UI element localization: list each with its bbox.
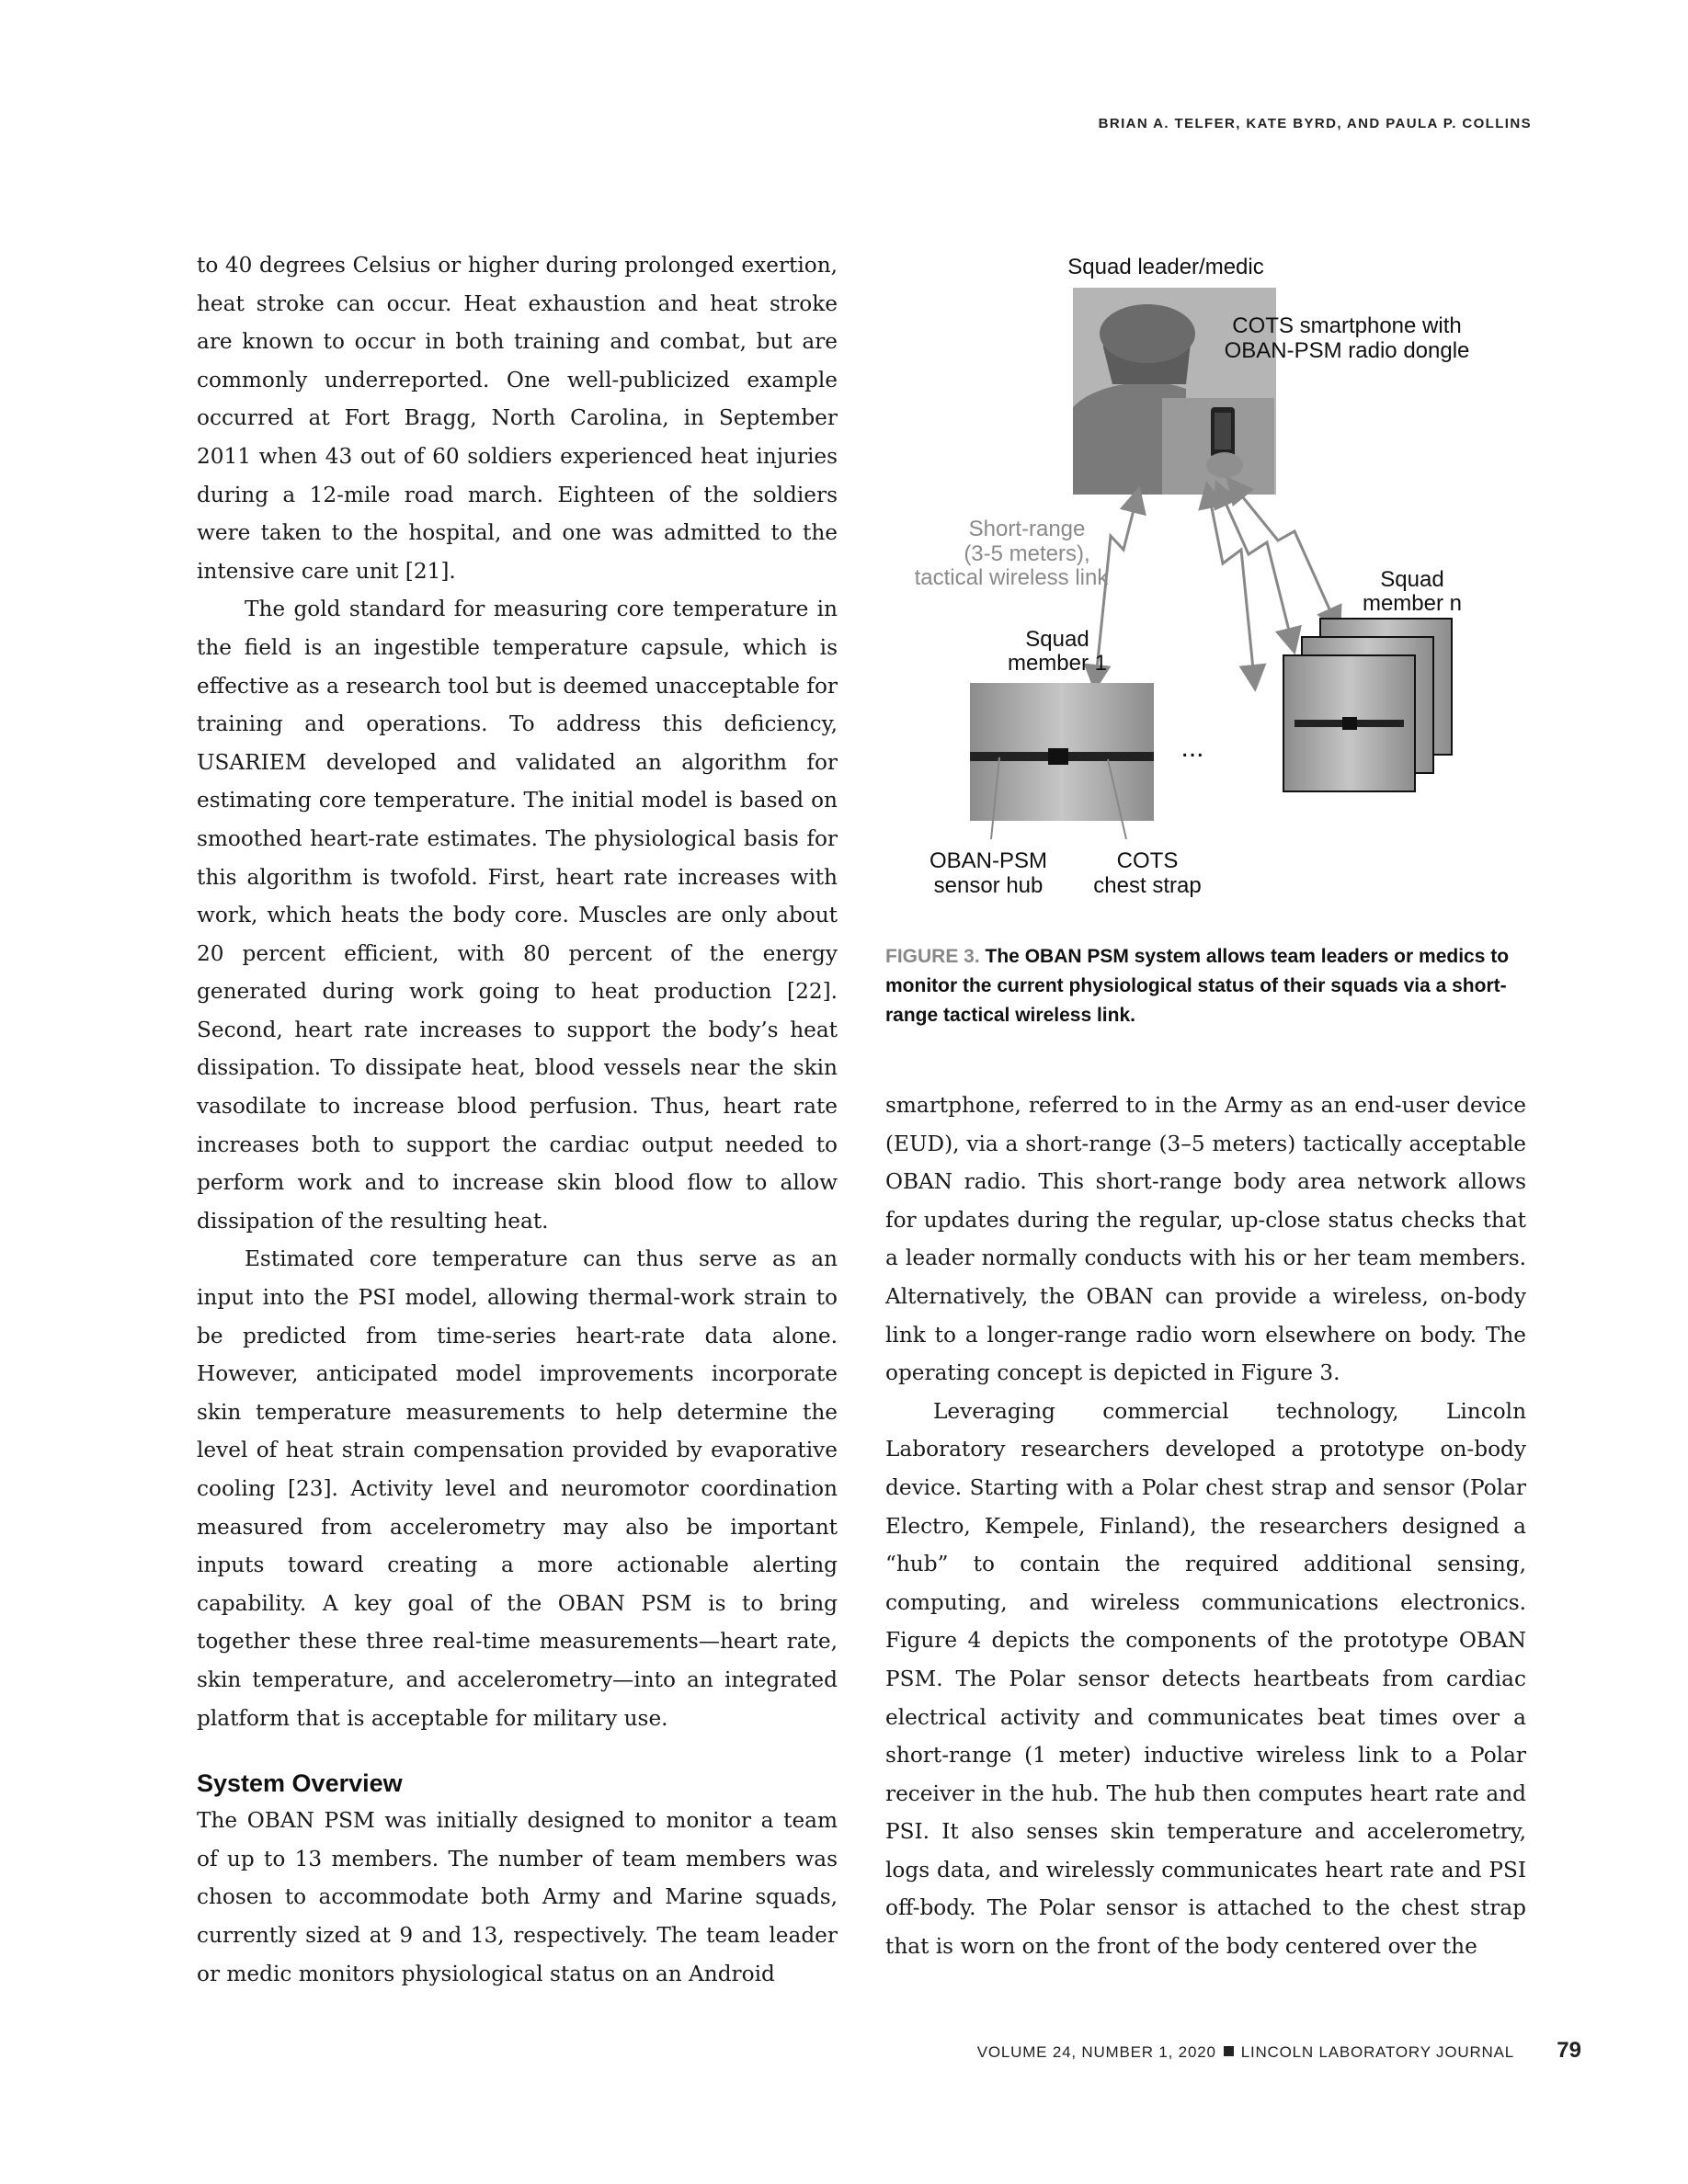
figure-caption-text: The OBAN PSM system allows team leaders or medics to monitor the current physiological status of their squads via a short-range tactical wireless link. bbox=[885, 946, 1510, 1026]
smartphone-label-line1: COTS smartphone with bbox=[1232, 313, 1462, 338]
footer-volume: VOLUME 24, NUMBER 1, 2020 bbox=[976, 2043, 1216, 2061]
body-paragraph: The OBAN PSM was initially designed to monitor a team of up to 13 members. The number of team members was chosen to accommodate both Army and Marine squads, currently sized at 9 and 13, respectively. The team leader or medic monitors physiological status on an Android bbox=[197, 1808, 838, 1986]
ellipsis-label: ... bbox=[1180, 733, 1204, 763]
body-paragraph: Leveraging commercial technology, Lincoln Laboratory researchers developed a prototype on-body device. Starting with a Polar chest strap and sensor (Polar Electro, Kempele, Finland), the researchers designed a “hub” to contain the required additional sensing, computing, and wireless communications electronics. Figure 4 depicts the components of the prototype OBAN PSM. The Polar sensor detects heartbeats from cardiac electrical activity and communicates beat times over a short-range (1 meter) inductive wireless link to a Polar receiver in the hub. The hub then computes heart rate and PSI. It also senses skin temperature and accelerometry, logs data, and wirelessly communicates heart rate and PSI off-body. The Polar sensor is attached to the chest strap that is worn on the front of the body centered over the bbox=[885, 1398, 1526, 1960]
link-label-line1: Short-range bbox=[968, 517, 1086, 541]
body-paragraph: smartphone, referred to in the Army as an end-user device (EUD), via a short-range (3–5 meters) tactically acceptable OBAN radio. This short-range body area network allows for updates during the regular, up-close status checks that a leader normally conducts with his or her team members. Alternatively, the OBAN can provide a wireless, on-body link to a longer-range radio worn elsewhere on body. The operating concept is depicted in Figure 3. bbox=[885, 1093, 1526, 1386]
link-label-line2: (3-5 meters), bbox=[964, 541, 1090, 566]
figure-caption-label: FIGURE 3. bbox=[885, 946, 980, 967]
square-separator-icon bbox=[1224, 2046, 1234, 2056]
member-1-label-line2: member 1 bbox=[1007, 651, 1108, 676]
sensor-hub-label-line2: sensor hub bbox=[933, 873, 1044, 898]
chest-strap-label-line1: COTS bbox=[1116, 848, 1179, 873]
footer-journal-line bbox=[977, 2043, 1514, 2062]
squad-member-1-photo bbox=[970, 683, 1154, 821]
figure-3-diagram bbox=[883, 246, 1526, 936]
figure-caption bbox=[885, 942, 1520, 1030]
page-number: 79 bbox=[1557, 2038, 1581, 2063]
sensor-hub-label-line1: OBAN-PSM bbox=[929, 848, 1048, 873]
wireless-link-arrow bbox=[1209, 495, 1254, 678]
body-paragraph: to 40 degrees Celsius or higher during prolonged exertion, heat stroke can occur. Heat exhaustion and heat stroke are known to occur in both training and combat, but are commonly underreported. One well-publicized example occurred at Fort Bragg, North Carolina, in September 2011 when 43 out of 60 soldiers experienced heat injuries during a 12-mile road march. Eighteen of the soldiers were taken to the hospital, and one was admitted to the intensive care unit [21]. bbox=[197, 253, 838, 584]
member-1-label-line1: Squad bbox=[1025, 627, 1089, 652]
body-paragraph: The gold standard for measuring core temperature in the field is an ingestible temperature capsule, which is effective as a research tool but is deemed unacceptable for training and operations. To address this deficiency, USARIEM developed and validated an algorithm for estimating core temperature. The initial model is based on smoothed heart-rate estimates. The physiological basis for this algorithm is twofold. First, heart rate increases with work, which heats the body core. Muscles are only about 20 percent efficient, with 80 percent of the energy generated during work going to heat production [22]. Second, heart rate increases to support the body’s heat dissipation. To dissipate heat, blood vessels near the skin vasodilate to increase blood perfusion. Thus, heart rate increases both to support the cardiac output needed to perform work and to increase skin blood flow to allow dissipation of the resulting heat. bbox=[197, 597, 838, 1234]
figure-3 bbox=[883, 246, 1526, 1037]
body-paragraph: Estimated core temperature can thus serve as an input into the PSI model, allowing thermal-work strain to be predicted from time-series heart-rate data alone. However, anticipated model improvements incorporate skin temperature measurements to help determine the level of heat strain compensation provided by evaporative cooling [23]. Activity level and neuromotor coordination measured from accelerometry may also be important inputs toward creating a more actionable alerting capability. A key goal of the OBAN PSM is to bring together these three real-time measurements—heart rate, skin temperature, and accelerometry—into an integrated platform that is acceptable for military use. bbox=[197, 1246, 838, 1731]
chest-strap-label-line2: chest strap bbox=[1093, 873, 1202, 898]
squad-leader-label: Squad leader/medic bbox=[1067, 255, 1264, 279]
left-column bbox=[197, 246, 838, 1993]
section-heading: System Overview bbox=[197, 1769, 403, 1798]
member-n-label-line1: Squad bbox=[1380, 567, 1444, 592]
link-label-line3: tactical wireless link bbox=[914, 565, 1109, 590]
right-column bbox=[885, 1086, 1526, 1966]
footer-journal-name: LINCOLN LABORATORY JOURNAL bbox=[1240, 2043, 1514, 2061]
smartphone-label-line2: OBAN-PSM radio dongle bbox=[1224, 338, 1470, 363]
squad-member-n-photo-stack bbox=[1283, 619, 1452, 791]
running-head-authors: BRIAN A. TELFER, KATE BYRD, AND PAULA P. COLLINS bbox=[1098, 116, 1532, 131]
member-n-label-line2: member n bbox=[1362, 591, 1463, 616]
